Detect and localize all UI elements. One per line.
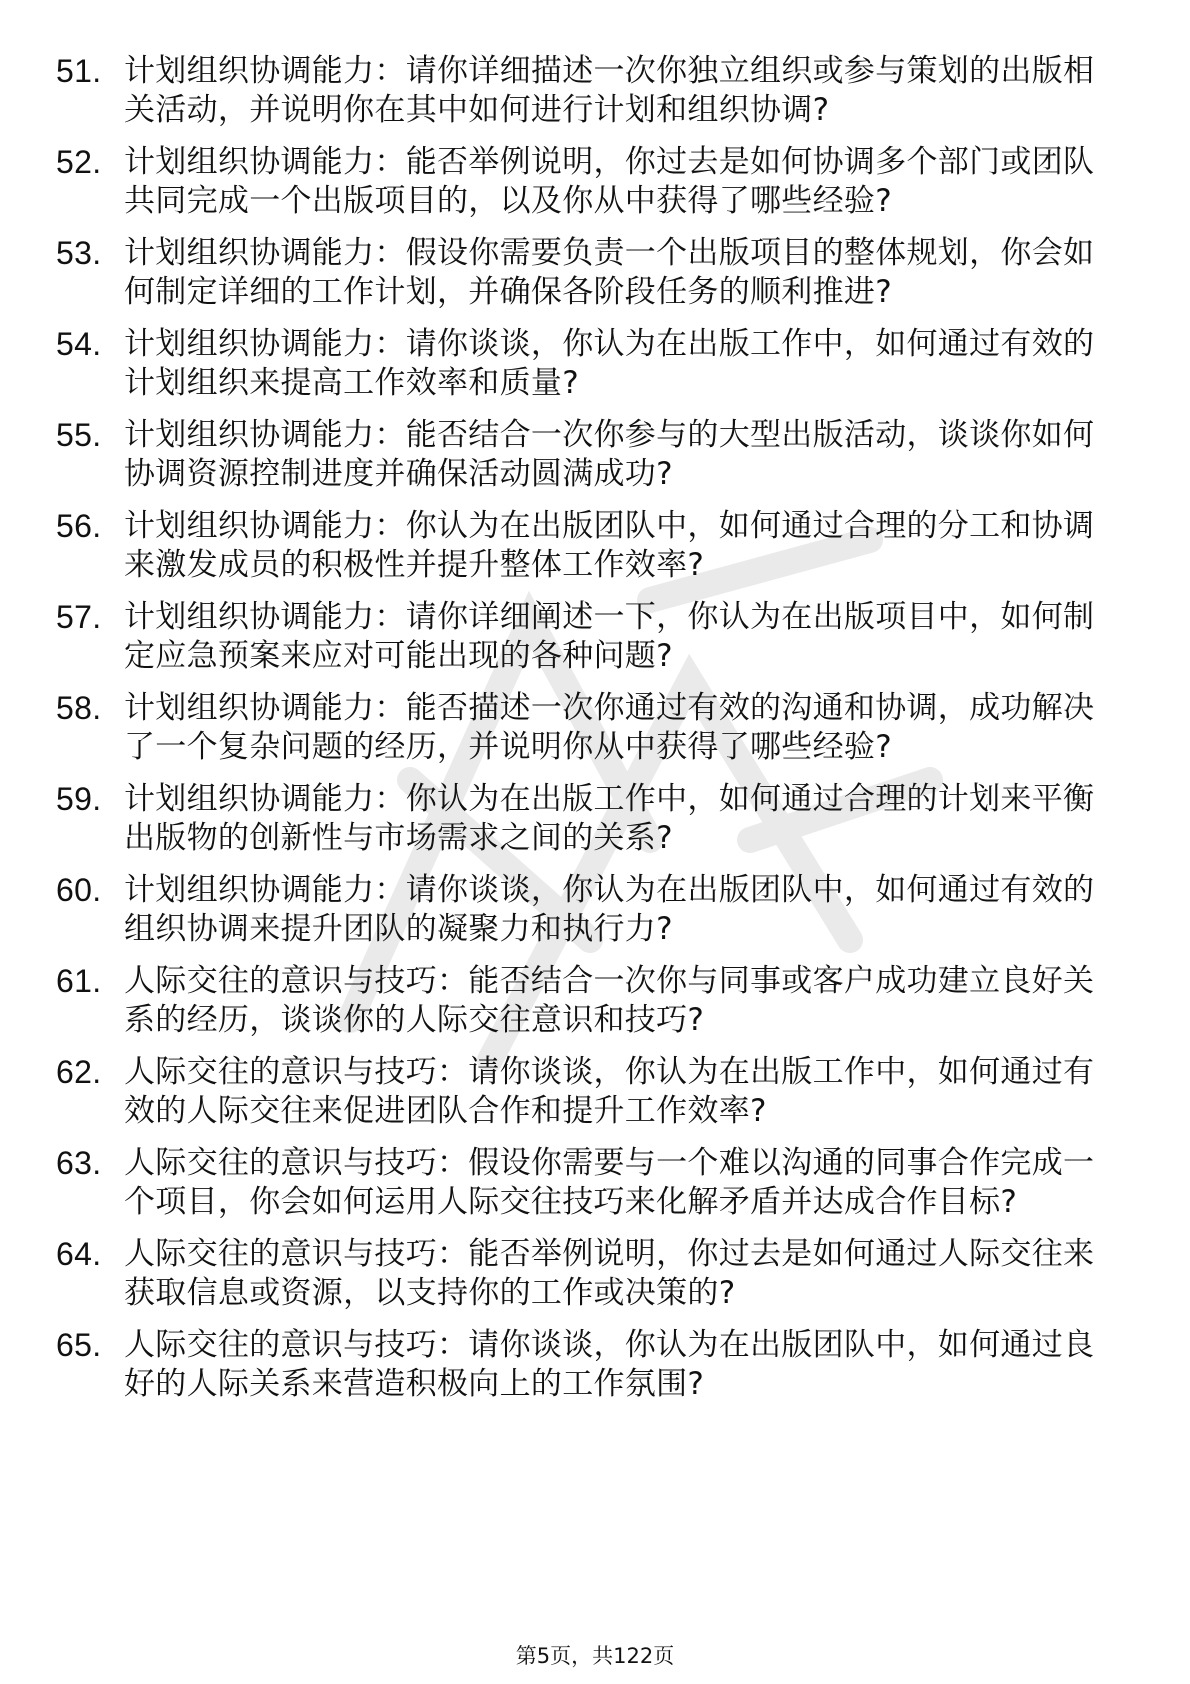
question-item <box>0 52 1190 130</box>
question-item <box>0 598 1190 676</box>
question-item <box>0 962 1190 1040</box>
question-text: 计划组织协调能力：假设你需要负责一个出版项目的整体规划，你会如何制定详细的工作计划，并确保各阶段任务的顺利推进? <box>124 235 1095 310</box>
question-item <box>0 1053 1190 1131</box>
question-text: 计划组织协调能力：请你谈谈，你认为在出版团队中，如何通过有效的组织协调来提升团队的凝聚力和执行力? <box>124 872 1095 947</box>
question-number: 58. <box>56 690 102 726</box>
question-item <box>0 780 1190 858</box>
question-text: 计划组织协调能力：你认为在出版团队中，如何通过合理的分工和协调来激发成员的积极性并提升整体工作效率? <box>124 508 1095 583</box>
question-text: 计划组织协调能力：请你详细阐述一下，你认为在出版项目中，如何制定应急预案来应对可能出现的各种问题? <box>124 599 1095 674</box>
question-number: 55. <box>56 417 102 453</box>
question-number: 54. <box>56 326 102 362</box>
question-item <box>0 689 1190 767</box>
question-text: 人际交往的意识与技巧：能否结合一次你与同事或客户成功建立良好关系的经历，谈谈你的人际交往意识和技巧? <box>124 963 1095 1038</box>
page-footer: 第5页，共122页 <box>515 1644 675 1668</box>
question-text: 计划组织协调能力：请你谈谈，你认为在出版工作中，如何通过有效的计划组织来提高工作效率和质量? <box>124 326 1095 401</box>
question-item <box>0 416 1190 494</box>
question-item <box>0 507 1190 585</box>
question-item <box>0 1235 1190 1313</box>
question-text: 计划组织协调能力：你认为在出版工作中，如何通过合理的计划来平衡出版物的创新性与市场需求之间的关系? <box>124 781 1095 856</box>
question-item <box>0 234 1190 312</box>
question-text: 人际交往的意识与技巧：请你谈谈，你认为在出版团队中，如何通过良好的人际关系来营造积极向上的工作氛围? <box>124 1327 1095 1402</box>
question-text: 人际交往的意识与技巧：能否举例说明，你过去是如何通过人际交往来获取信息或资源，以支持你的工作或决策的? <box>124 1236 1095 1311</box>
question-item <box>0 871 1190 949</box>
question-number: 61. <box>56 963 102 999</box>
question-number: 51. <box>56 53 102 89</box>
question-number: 53. <box>56 235 102 271</box>
question-text: 人际交往的意识与技巧：假设你需要与一个难以沟通的同事合作完成一个项目，你会如何运用人际交往技巧来化解矛盾并达成合作目标? <box>124 1145 1095 1220</box>
question-number: 65. <box>56 1327 102 1363</box>
question-text: 人际交往的意识与技巧：请你谈谈，你认为在出版工作中，如何通过有效的人际交往来促进团队合作和提升工作效率? <box>124 1054 1095 1129</box>
question-text: 计划组织协调能力：能否描述一次你通过有效的沟通和协调，成功解决了一个复杂问题的经历，并说明你从中获得了哪些经验? <box>124 690 1095 765</box>
question-item <box>0 1326 1190 1404</box>
question-number: 59. <box>56 781 102 817</box>
question-text: 计划组织协调能力：能否举例说明，你过去是如何协调多个部门或团队共同完成一个出版项目的，以及你从中获得了哪些经验? <box>124 144 1095 219</box>
question-number: 57. <box>56 599 102 635</box>
question-item <box>0 325 1190 403</box>
question-number: 64. <box>56 1236 102 1272</box>
question-item <box>0 143 1190 221</box>
question-number: 63. <box>56 1145 102 1181</box>
question-number: 62. <box>56 1054 102 1090</box>
question-text: 计划组织协调能力：能否结合一次你参与的大型出版活动，谈谈你如何协调资源控制进度并确保活动圆满成功? <box>124 417 1095 492</box>
question-item <box>0 1144 1190 1222</box>
question-number: 52. <box>56 144 102 180</box>
question-list <box>0 52 1190 1417</box>
question-number: 56. <box>56 508 102 544</box>
question-number: 60. <box>56 872 102 908</box>
question-text: 计划组织协调能力：请你详细描述一次你独立组织或参与策划的出版相关活动，并说明你在其中如何进行计划和组织协调? <box>124 53 1095 128</box>
